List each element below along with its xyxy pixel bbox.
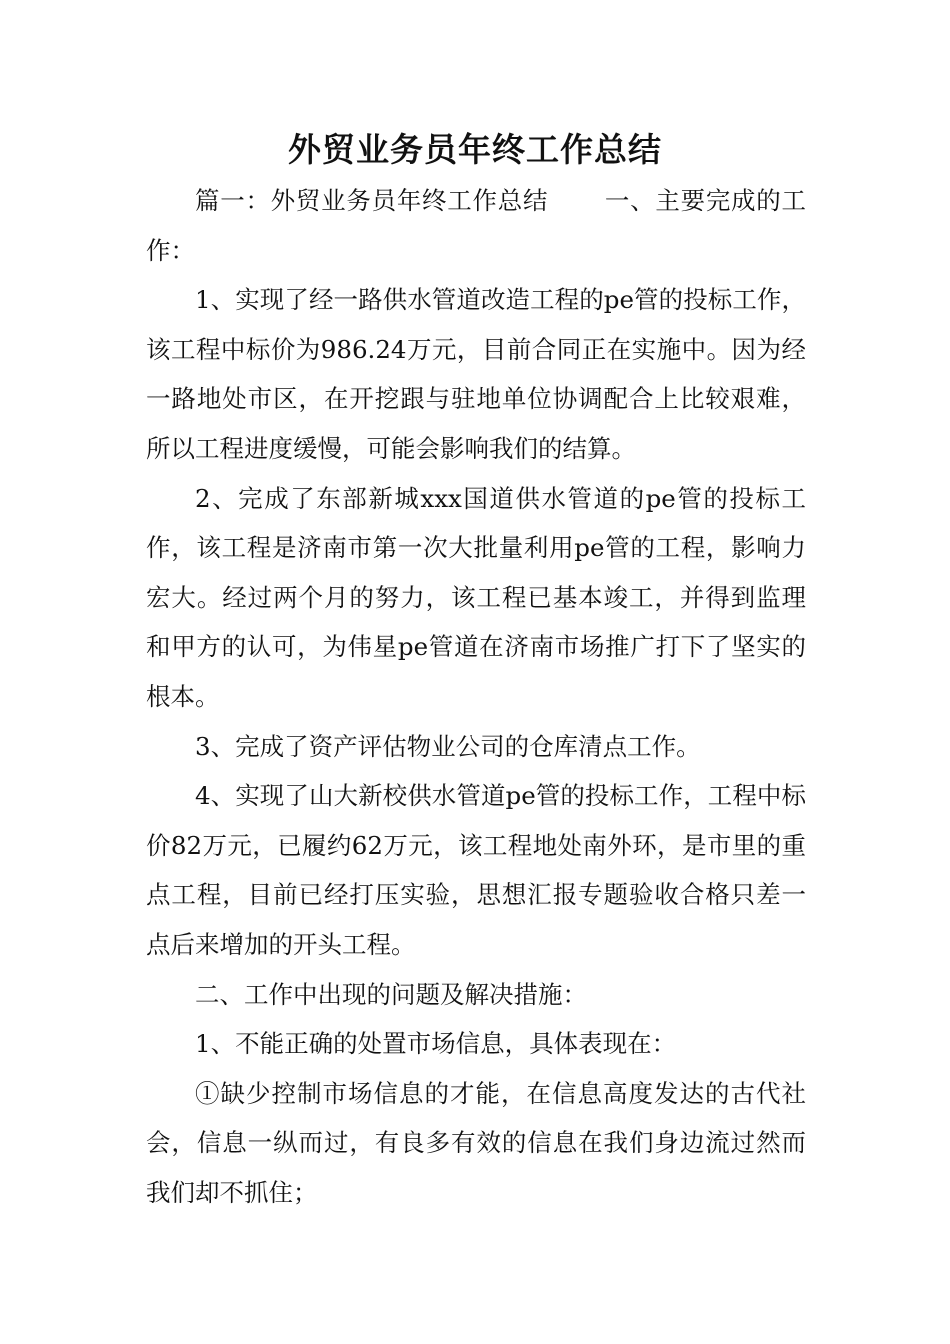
paragraph: ①缺少控制市场信息的才能，在信息高度发达的古代社会，信息一纵而过，有良多有效的信息在我们身边流过然而我们却不抓住； (146, 1078, 806, 1207)
paragraph: 2、完成了东部新城xxx国道供水管道的pe管的投标工作，该工程是济南市第一次大批量利用pe管的工程，影响力宏大。经过两个月的努力，该工程已基本竣工，并得到监理和甲方的认可，为伟星pe管道在济南市场推广打下了坚实的根本。 (146, 483, 806, 711)
paragraph: 3、完成了资产评估物业公司的仓库清点工作。 (195, 731, 701, 761)
intro-heading: 篇一：外贸业务员年终工作总结 (195, 186, 549, 215)
paragraph: 1、实现了经一路供水管道改造工程的pe管的投标工作，该工程中标价为986.24万元，目前合同正在实施中。因为经一路地处市区，在开挖跟与驻地单位协调配合上比较艰难，所以工程进度缓慢，可能会影响我们的结算。 (146, 285, 806, 463)
section-two-heading: 二、工作中出现的问题及解决措施： (195, 979, 587, 1009)
paragraph: 4、实现了山大新校供水管道pe管的投标工作，工程中标价82万元，已履约62万元，该工程地处南外环，是市里的重点工程，目前已经打压实验，思想汇报专题验收合格只差一点后来增加的开头工程。 (146, 781, 806, 959)
section-one-heading: 一、主要完成的工作： (146, 186, 807, 265)
document-title: 外贸业务员年终工作总结 (288, 130, 662, 169)
paragraph: 1、不能正确的处置市场信息，具体表现在： (195, 1029, 677, 1059)
intro-paragraph (146, 176, 806, 275)
document-body (146, 176, 806, 1217)
